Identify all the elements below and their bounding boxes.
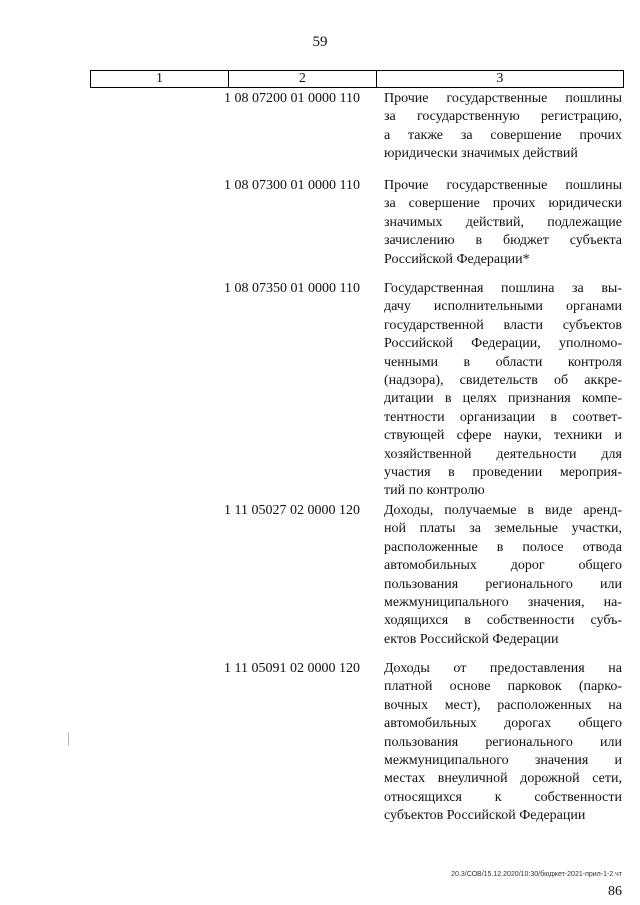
description-line: за совершение прочих юридически — [384, 196, 622, 212]
description-line: пользования регионального или — [384, 576, 622, 592]
description-line: автомобильных дорог общего — [384, 558, 622, 574]
description-line: тий по контролю — [384, 483, 485, 499]
description-line: ной платы за земельные участки, — [384, 521, 622, 537]
budget-code: 1 08 07300 01 0000 110 — [224, 178, 360, 193]
budget-code: 1 08 07200 01 0000 110 — [224, 91, 360, 106]
description-line: хозяйственной деятельности для — [384, 446, 622, 462]
description-line: Прочие государственные пошлины — [384, 178, 622, 193]
description-line: ходящихся в собственности субъ- — [384, 613, 622, 629]
description-line: ченными в области контроля — [384, 354, 622, 370]
description-line: Государственная пошлина за вы- — [384, 281, 622, 296]
description-line: автомобильных дорогах общего — [384, 716, 622, 732]
description-line: субъектов Российской Федерации — [384, 808, 586, 824]
income-description — [384, 177, 622, 269]
description-line: дитации в целях признания компе- — [384, 391, 622, 407]
description-line: Российской Федерации* — [384, 251, 530, 267]
header-col-2: 2 — [228, 71, 376, 88]
income-description — [384, 660, 622, 826]
description-line: участия в проведении мероприя- — [384, 465, 622, 481]
description-line: платной основе парковок (парко- — [384, 679, 622, 695]
header-col-1: 1 — [155, 71, 163, 86]
description-line: (надзора), свидетельств об аккре- — [384, 373, 622, 389]
income-description — [384, 280, 622, 501]
description-line: ектов Российской Федерации — [384, 631, 559, 647]
description-line: дачу исполнительными органами — [384, 299, 622, 315]
description-line: вочных мест), расположенных на — [384, 697, 622, 713]
description-line: межмуниципального значения, на- — [384, 595, 622, 611]
description-line: ствующей сфере науки, техники и — [384, 428, 622, 444]
description-line: относящихся к собственности — [384, 789, 622, 805]
budget-code: 1 08 07350 01 0000 110 — [224, 281, 360, 296]
description-line: расположенные в полосе отвода — [384, 539, 622, 555]
description-line: Российской Федерации, уполномо- — [384, 336, 622, 352]
description-line: а также за совершение прочих — [384, 127, 622, 143]
income-description — [384, 90, 622, 164]
table-header — [90, 70, 624, 88]
footer-page-number: 86 — [608, 884, 622, 899]
description-line: за государственную регистрацию, — [384, 109, 622, 125]
description-line: юридически значимых действий — [384, 146, 578, 162]
footer-file-path: 20.3/СОВ/15.12.2020/10:30/бюджет-2021-прил-1-2 чт — [451, 871, 622, 878]
description-line: местах внеуличной дорожной сети, — [384, 771, 622, 787]
margin-mark — [68, 732, 69, 746]
description-line: Прочие государственные пошлины — [384, 91, 622, 106]
page-number: 59 — [312, 34, 328, 50]
description-line: значимых действий, подлежащие — [384, 214, 622, 230]
description-line: Доходы от предоставления на — [384, 661, 622, 676]
budget-code: 1 11 05091 02 0000 120 — [224, 661, 360, 676]
description-line: зачислению в бюджет субъекта — [384, 233, 622, 249]
description-line: государственной власти субъектов — [384, 317, 622, 333]
description-line: пользования регионального или — [384, 734, 622, 750]
description-line: межмуниципального значения и — [384, 753, 622, 769]
budget-code: 1 11 05027 02 0000 120 — [224, 503, 360, 518]
description-line: тентности организации в соответ- — [384, 409, 622, 425]
income-description — [384, 502, 622, 649]
header-col-3: 3 — [376, 71, 623, 88]
description-line: Доходы, получаемые в виде аренд- — [384, 503, 622, 518]
